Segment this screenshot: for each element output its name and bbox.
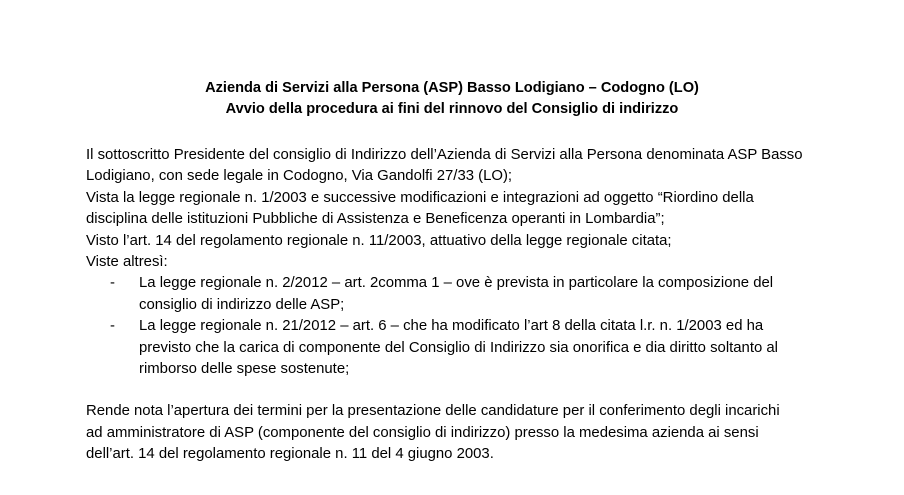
title-line-1: Azienda di Servizi alla Persona (ASP) Basso Lodigiano – Codogno (LO) (205, 80, 699, 96)
intro-line: Visto l’art. 14 del regolamento regionale n. 11/2003, attuativo della legge regionale citata; (86, 232, 672, 249)
paragraph-gap (86, 380, 826, 401)
intro-line: disciplina delle istituzioni Pubbliche di Assistenza e Beneficenza operanti in Lombardia”; (86, 211, 665, 228)
list-item (86, 273, 826, 316)
title-line-2: Avvio della procedura ai fini del rinnovo del Consiglio di indirizzo (225, 101, 679, 117)
intro-paragraph (86, 145, 826, 273)
list-dash: - (110, 318, 115, 335)
intro-line: Lodigiano, con sede legale in Codogno, Via Gandolfi 27/33 (LO); (86, 168, 513, 185)
list-item-line: previsto che la carica di componente del Consiglio di Indirizzo sia onorifica e dia diritto soltanto al (139, 339, 778, 356)
list-item-line: La legge regionale n. 2/2012 – art. 2comma 1 – ove è prevista in particolare la composizione del (139, 275, 774, 292)
intro-line: Il sottoscritto Presidente del consiglio di Indirizzo dell’Azienda di Servizi alla Persona denominata ASP Basso (86, 147, 803, 163)
closing-line: Rende nota l’apertura dei termini per la presentazione delle candidature per il conferimento degli incarichi (86, 403, 780, 420)
closing-line: dell’art. 14 del regolamento regionale n. 11 del 4 giugno 2003. (86, 446, 494, 463)
list-item (86, 316, 826, 380)
list-item-line: consiglio di indirizzo delle ASP; (139, 296, 345, 313)
intro-line: Vista la legge regionale n. 1/2003 e successive modificazioni e integrazioni ad oggetto “Riordino della (86, 189, 754, 206)
closing-paragraph (86, 401, 826, 465)
intro-line: Viste altresì: (86, 254, 168, 271)
document-title (0, 78, 904, 120)
list-item-line: La legge regionale n. 21/2012 – art. 6 – che ha modificato l’art 8 della citata l.r. n. 1/2003 ed ha (139, 318, 764, 335)
closing-line: ad amministratore di ASP (componente del consiglio di indirizzo) presso la medesima azienda ai sensi (86, 424, 759, 441)
document-body (86, 145, 826, 466)
list-dash: - (110, 275, 115, 292)
list-item-line: rimborso delle spese sostenute; (139, 361, 350, 378)
